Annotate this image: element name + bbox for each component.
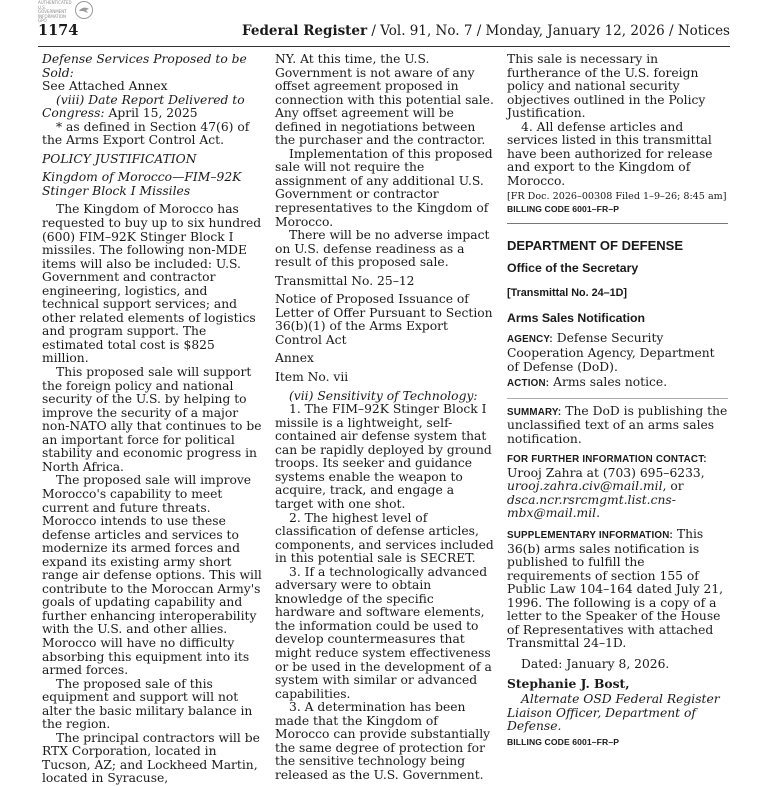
summary-value: The DoD is publishing the unclassified text of an arms sales notification. bbox=[507, 403, 728, 446]
billing-code-1: BILLING CODE 6001–FR–P bbox=[507, 204, 620, 215]
item-number: Item No. vii bbox=[275, 370, 349, 385]
action-label: ACTION: bbox=[507, 378, 550, 390]
contact-label: FOR FURTHER INFORMATION CONTACT: bbox=[507, 454, 707, 466]
vii-label: (vii) Sensitivity of Technology: bbox=[289, 388, 478, 403]
policy-heading-text: POLICY JUSTIFICATION bbox=[42, 151, 197, 166]
office-heading: Office of the Secretary bbox=[507, 261, 639, 276]
annex-label: Annex bbox=[275, 351, 314, 366]
signer-title-text: Alternate OSD Federal Register Liaison Officer, Department of Defense. bbox=[507, 692, 720, 734]
contact-email-2[interactable]: dsca.ncr.rsrcmgmt.list.cns-mbx@mail.mil bbox=[507, 492, 676, 521]
defense-services-value: See Attached Annex bbox=[42, 79, 168, 94]
supplementary-value: This 36(b) arms sales notification is published to fulfill the requirements of section 155 of Public Law 104–164 dated July 21, 1996. The following is a copy of a letter to the Speaker of the House of Representatives with attached Transmittal 24–1D. bbox=[507, 527, 724, 651]
page-number: 1174 bbox=[38, 22, 79, 39]
col2-para2: Implementation of this proposed sale will not require the assignment of any additional U.S. Government or contractor representatives to the Kingdom of Morocco. bbox=[275, 146, 493, 229]
seal-text: AUTHENTICATED U.S. GOVERNMENT INFORMATION GPO bbox=[38, 0, 72, 23]
notice-title: Notice of Proposed Issuance of Letter of Offer Pursuant to Section 36(b)(1) of the Arms Export Control Act bbox=[275, 292, 493, 347]
dated-line: Dated: January 8, 2026. bbox=[521, 656, 670, 671]
policy-heading bbox=[42, 153, 263, 167]
col1-para3: The proposed sale will improve Morocco's capability to meet current and future threats. Morocco intends to use these defense articles and services to modernize its armed forces and expand its existing army short range air defense options. This will contribute to the Moroccan Army's goals of updating capability and further enhancing interoperability with the U.S. and other allies. Morocco will have no difficulty absorbing this equipment into its armed forces. bbox=[42, 473, 262, 678]
summary-label: SUMMARY: bbox=[507, 406, 562, 418]
summary-line bbox=[507, 405, 728, 447]
agency-heading: DEPARTMENT OF DEFENSE bbox=[507, 238, 683, 254]
sensitivity-item-3b: 3. A determination has been made that the Kingdom of Morocco can provide substantially the same degree of protection for the sensitive technology being released as the U.S. Government. bbox=[275, 700, 491, 782]
footnote: * as defined in Section 47(6) of the Arms Export Control Act. bbox=[42, 119, 250, 148]
signer-title bbox=[507, 693, 728, 734]
viii-line bbox=[42, 94, 263, 121]
agency-label: AGENCY: bbox=[507, 334, 553, 346]
contact-or: , or bbox=[662, 479, 684, 494]
page-header bbox=[38, 22, 730, 44]
case-heading-text: Kingdom of Morocco—FIM–92K Stinger Block I Missiles bbox=[42, 170, 242, 198]
action-value: Arms sales notice. bbox=[549, 375, 668, 390]
sensitivity-item-1: 1. The FIM–92K Stinger Block I missile is a lightweight, self-contained air defense system that can be rapidly deployed by ground troops. Its seeker and guidance systems enable the weapon to acquire, track, and engage a target with one shot. bbox=[275, 402, 492, 511]
col1-para1: The Kingdom of Morocco has requested to buy up to six hundred (600) FIM–92K Stinger Block I missiles. The following non-MDE items will also be included: U.S. Government and contractor engineering, logistics, and technical support services; and other related elements of logistics and program support. The estimated total cost is $825 million. bbox=[42, 202, 262, 366]
volume-date-line: / Vol. 91, No. 7 / Monday, January 12, 2026 / Notices bbox=[367, 23, 730, 39]
col2-para1: NY. At this time, the U.S. Government is not aware of any offset agreement proposed in connection with this potential sale. Any offset agreement will be defined in negotiations between the purchaser and the contractor. bbox=[275, 52, 494, 148]
agency-value: Defense Security Cooperation Agency, Department of Defense (DoD). bbox=[507, 331, 715, 374]
contact-end: . bbox=[596, 506, 600, 521]
subject-heading: Arms Sales Notification bbox=[507, 311, 646, 326]
supplementary-line bbox=[507, 528, 728, 651]
fr-doc-line: [FR Doc. 2026–00308 Filed 1–9–26; 8:45 am] bbox=[507, 191, 727, 203]
column-1 bbox=[42, 53, 263, 786]
col1-para5: The principal contractors will be RTX Corporation, located in Tucson, AZ; and Lockheed Martin, located in Syracuse, bbox=[42, 730, 260, 786]
section-separator bbox=[507, 223, 728, 224]
contact-name: Urooj Zahra at (703) 695–6233, bbox=[507, 465, 705, 480]
supplementary-label: SUPPLEMENTARY INFORMATION: bbox=[507, 530, 673, 542]
col1-para2: This proposed sale will support the foreign policy and national security of the U.S. by helping to improve the security of a major non-NATO ally that continues to be an important force for political stability and economic progress in North Africa. bbox=[42, 365, 262, 474]
col3-para1: This sale is necessary in furtherance of the U.S. foreign policy and national security objectives outlined in the Policy Justification. bbox=[507, 52, 706, 121]
sensitivity-item-2: 2. The highest level of classification of defense articles, components, and services included in this potential sale is SECRET. bbox=[275, 510, 494, 566]
running-head bbox=[242, 23, 730, 39]
column-2 bbox=[275, 53, 496, 782]
col3-para2: 4. All defense articles and services listed in this transmittal have been authorized for release and export to the Kingdom of Morocco. bbox=[507, 119, 713, 188]
contact-email-1[interactable]: urooj.zahra.civ@mail.mil bbox=[507, 479, 663, 494]
sensitivity-item-3: 3. If a technologically advanced adversary were to obtain knowledge of the specific hardware and software elements, the information could be used to develop countermeasures that might reduce system effectiveness or be used in the development of a system with similar or advanced capabilities. bbox=[275, 564, 492, 701]
agency-line bbox=[507, 332, 728, 374]
publication-name: Federal Register bbox=[242, 23, 368, 39]
defense-services-label: Defense Services Proposed to be Sold: bbox=[42, 52, 247, 80]
transmittal-number: Transmittal No. 25–12 bbox=[275, 273, 415, 288]
eagle-seal-icon bbox=[74, 0, 94, 20]
gpo-authentication-seal bbox=[38, 0, 98, 22]
contact-block bbox=[507, 467, 728, 521]
vii-heading bbox=[275, 390, 496, 404]
column-3 bbox=[507, 53, 728, 748]
summary-rule bbox=[507, 398, 728, 399]
action-line bbox=[507, 376, 728, 391]
header-rule bbox=[38, 46, 730, 47]
case-heading bbox=[42, 171, 263, 198]
col2-para3: There will be no adverse impact on U.S. defense readiness as a result of this proposed sale. bbox=[275, 228, 490, 270]
billing-code-2: BILLING CODE 6001–FR–P bbox=[507, 736, 620, 747]
viii-value: April 15, 2025 bbox=[104, 106, 198, 121]
defense-services-line bbox=[42, 53, 263, 94]
viii-label: (viii) Date Report Delivered to Congress: bbox=[42, 92, 245, 121]
signer-name: Stephanie J. Bost, bbox=[507, 675, 630, 691]
transmittal-tag: [Transmittal No. 24–1D] bbox=[507, 287, 627, 300]
col1-para4: The proposed sale of this equipment and support will not alter the basic military balance in the region. bbox=[42, 676, 253, 732]
